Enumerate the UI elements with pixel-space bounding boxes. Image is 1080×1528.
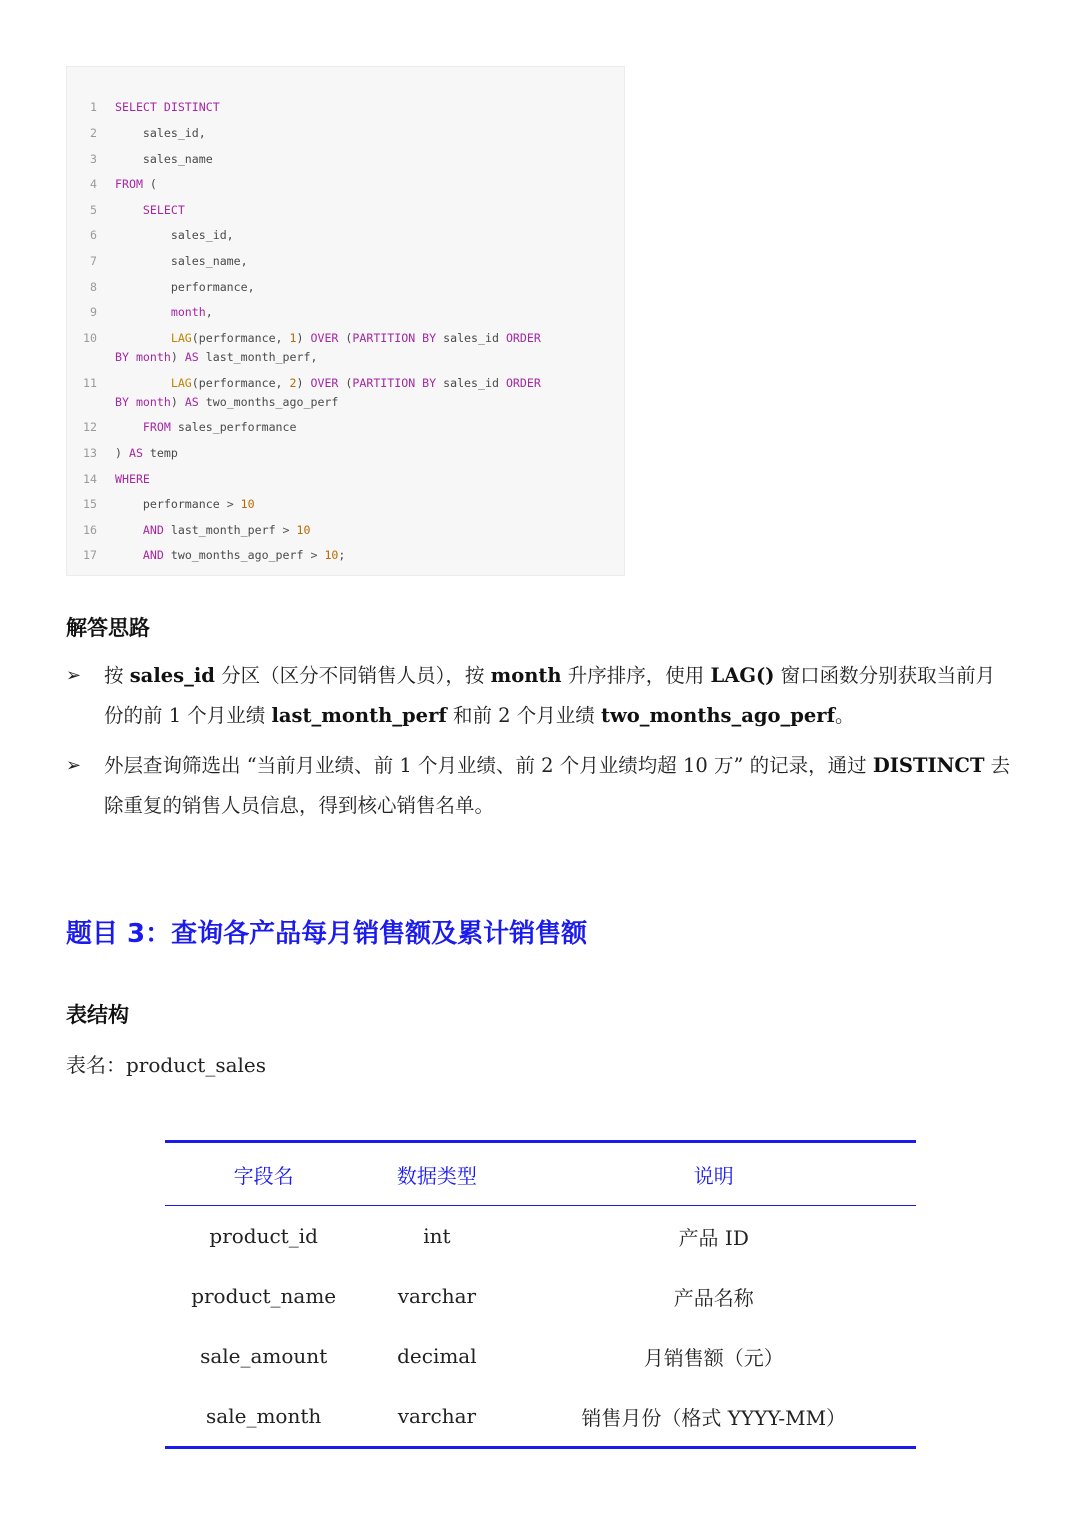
header-field-name: 字段名 bbox=[165, 1142, 362, 1206]
table-row bbox=[165, 1326, 916, 1386]
cell-desc: 产品名称 bbox=[673, 1285, 754, 1310]
table-row bbox=[165, 1266, 916, 1326]
approach-heading: 解答思路 bbox=[66, 616, 150, 640]
cell-desc: 月销售额（元） bbox=[643, 1345, 784, 1370]
header-data-type: 数据类型 bbox=[362, 1142, 511, 1206]
question-title: 题目 3：查询各产品每月销售额及累计销售额 bbox=[66, 919, 588, 949]
cell-field: sale_amount bbox=[200, 1344, 328, 1368]
cell-field: sale_month bbox=[165, 1386, 362, 1448]
header-description: 说明 bbox=[511, 1142, 916, 1206]
cell-type: varchar bbox=[397, 1284, 477, 1308]
table-header-row bbox=[165, 1142, 916, 1206]
table-row bbox=[165, 1206, 916, 1267]
structure-heading: 表结构 bbox=[66, 1003, 129, 1027]
schema-table bbox=[165, 1140, 916, 1449]
cell-desc: 产品 ID bbox=[678, 1225, 749, 1250]
cell-type: decimal bbox=[397, 1344, 477, 1368]
table-name: 表名：product_sales bbox=[66, 1053, 267, 1077]
table-row bbox=[165, 1386, 916, 1448]
cell-type: int bbox=[423, 1224, 451, 1248]
code-block: 1 SELECT DISTINCT 2 sales_id, 3 sales_name 4 FROM ( 5 SELECT 6 sales_id, 7 sales_name, 8 performance, 9 month, 10 LAG(performance, 1) OVER (PARTITION BY sales_id ORDER BY month) AS last_month_perf, 11 LAG(performance, 2) OVER (PARTITION BY sales_id ORDER BY month) AS two_months_ago_perf 12 FROM sales_performance 13 ) AS temp 14 WHERE 15 performance > 10 16 AND last_month_perf > 10 17 AND two_months_ago_perf > 10; bbox=[66, 66, 625, 576]
arrow-bullet-icon: ➢ bbox=[66, 755, 82, 776]
cell-field: product_name bbox=[191, 1284, 337, 1308]
cell-field: product_id bbox=[209, 1224, 318, 1248]
cell-desc: 销售月份（格式 YYYY-MM） bbox=[511, 1386, 916, 1448]
cell-type: varchar bbox=[362, 1386, 511, 1448]
arrow-bullet-icon: ➢ bbox=[66, 665, 82, 686]
